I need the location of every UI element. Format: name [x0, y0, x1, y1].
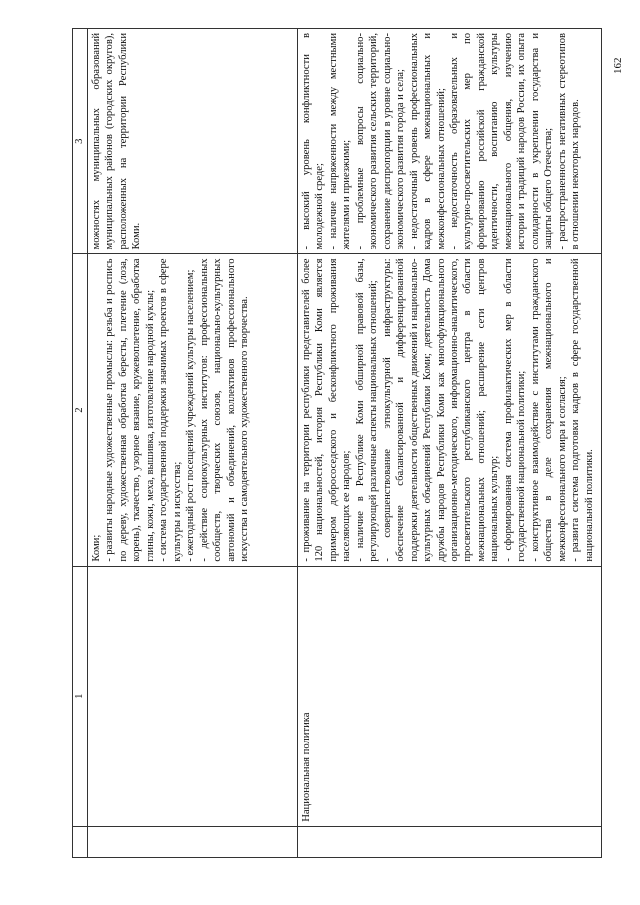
table-row-culture	[88, 29, 298, 858]
row-2-col-1: Национальная политика	[298, 566, 602, 826]
header-col-3: 3	[73, 29, 88, 254]
list-item: - действие социокультурных институтов: профессиональных сообществ, творческих союзов, национально-культурных автономий и объединений, коллективов профессионального искусства и самодеятельного художественного творчества.	[198, 258, 250, 562]
list-item: - совершенствование этнокультурной инфраструктуры: обеспечение сбалансированной и дифференцированной поддержки деятельности общественных движений и национально-культурных объединений Республики Коми; деятельность Дома дружбы народов Республики Коми как многофункционального организационно-методического, информационно-аналитического, просветительского республиканского центра в области межнациональных отношений; расширение сети центров национальных культур;	[381, 258, 501, 562]
table-header-row	[73, 29, 88, 858]
row-margin	[88, 826, 298, 857]
header-col-2: 2	[73, 254, 88, 566]
page-number: 162	[612, 57, 624, 74]
strategy-table	[72, 28, 602, 858]
list-item: - ежегодный рост посещений учреждений культуры населением;	[185, 269, 197, 562]
list-item: - недостаточный уровень профессиональных кадров в сфере межнациональных и межконфессиональных отношений;	[408, 33, 447, 250]
list-item: - сформированная система профилактических мер в области государственной национальной политики;	[502, 258, 528, 562]
list-item: - проблемные вопросы социально-экономического развития сельских территорий, сохранение диспропорции в уровне социально-экономического развития города и села;	[354, 33, 407, 250]
list-item: можностях муниципальных образований муниципальных районов (городских округов), расположенных на территории Республики Коми.	[91, 33, 143, 250]
row-1-col-2	[88, 254, 298, 566]
list-item: - наличие напряженности между местными жителями и приезжими;	[327, 33, 353, 250]
list-item: - распространенность негативных стереотипов в отношении некоторых народов.	[556, 33, 582, 250]
list-item: - конструктивное взаимодействие с институтами гражданского общества в деле сохранения межнационального и межконфессионального мира и согласия;	[529, 258, 568, 562]
list-item: - недостаточность образовательных и культурно-просветительских мер по формированию российской гражданской идентичности, воспитанию культуры межнационального общения, изучению истории и традиций народов России, их опыта солидарности в укреплении государства и защиты общего Отечества;	[448, 33, 555, 250]
list-item: - высокий уровень конфликтности в молодежной среде;	[301, 33, 326, 250]
row-1-col-3	[88, 29, 298, 254]
list-item: - развиты народные художественные промыслы: резьба и роспись по дереву, художественная обработка бересты, плетение (лоза, корень), ткачество, узорное вязание, кружевоплетение, обработка глины, кожи, меха, вышивка, изготовление народной куклы;	[104, 258, 156, 562]
header-col-1: 1	[73, 566, 88, 826]
list-item: - система государственной поддержки значимых проектов в сфере культуры и искусства;	[158, 258, 183, 562]
list-item: - развита система подготовки кадров в сфере государственной национальной политики.	[570, 258, 595, 562]
table-row-national-policy	[298, 29, 602, 858]
row-1-col-1	[88, 566, 298, 826]
header-margin	[73, 826, 88, 857]
list-item: Коми;	[91, 534, 102, 562]
row-margin	[298, 826, 602, 857]
rotated-page-content	[72, 28, 602, 858]
row-2-col-2	[298, 254, 602, 566]
list-item: - наличие в Республике Коми обширной правовой базы, регулирующей различные аспекты национальных отношений;	[354, 258, 380, 562]
list-item: - проживание на территории республики представителей более 120 национальностей, история Республики Коми является примером добрососедского и бесконфликтного проживания населяющих ее народов;	[301, 258, 353, 562]
row-2-col-3	[298, 29, 602, 254]
